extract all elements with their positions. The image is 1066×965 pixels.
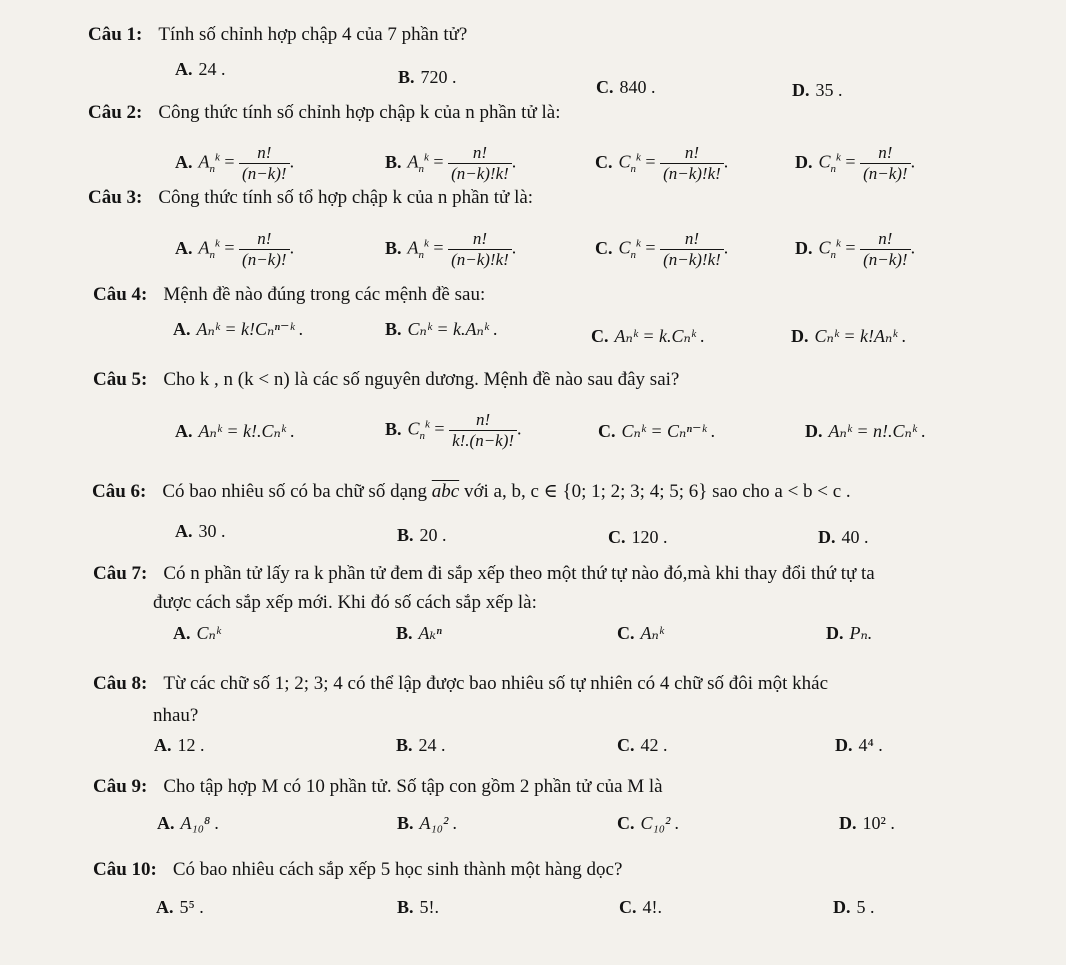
question-label: Câu 10:: [93, 859, 157, 880]
option-c[interactable]: C. $C_n^k$ = $\frac{n!}{(n-k)!k!}$ .: [595, 229, 729, 269]
option-b[interactable]: B. 720 .: [398, 67, 457, 87]
option-b[interactable]: B. $C_n^k$ = $\frac{n!}{k!.(n-k)!}$ .: [385, 410, 522, 450]
question-text-cont: với a, b, c ∈ {0; 1; 2; 3; 4; 5; 6} sao cho a < b < c .: [463, 481, 851, 502]
option-d[interactable]: D. $C_n^k$ = $\frac{n!}{(n-k)!}$ .: [795, 229, 916, 269]
option-b[interactable]: B. A₁₀² .: [397, 813, 458, 833]
question-text: Mệnh đề nào đúng trong các mệnh đề sau:: [163, 284, 486, 305]
question-10: [93, 858, 622, 882]
question-8: [93, 672, 828, 696]
option-d[interactable]: D. 35 .: [792, 80, 843, 100]
option-a[interactable]: A. Cₙᵏ: [173, 623, 221, 643]
option-a[interactable]: A. Aₙᵏ = k!.Cₙᵏ .: [175, 421, 295, 441]
option-c[interactable]: C. 42 .: [617, 735, 668, 755]
fraction: $\frac{n!}{(n-k)!k!}$: [448, 229, 512, 270]
question-label: Câu 4:: [93, 284, 148, 305]
option-c[interactable]: C. C₁₀² .: [617, 813, 680, 833]
option-d[interactable]: D. Cₙᵏ = k!Aₙᵏ .: [791, 326, 907, 346]
question-text: Cho tập hợp M có 10 phần tử. Số tập con gồm 2 phần tử của M là: [163, 776, 663, 797]
option-a[interactable]: A. 30 .: [175, 521, 226, 541]
question-9: [93, 775, 663, 799]
option-c[interactable]: C. 120 .: [608, 527, 668, 547]
option-d[interactable]: D. 40 .: [818, 527, 869, 547]
fraction: $\frac{n!}{(n-k)!k!}$: [448, 143, 512, 184]
question-label: Câu 9:: [93, 776, 148, 797]
option-d[interactable]: D. 4⁴ .: [835, 735, 883, 755]
option-b[interactable]: B. $A_n^k$ = $\frac{n!}{(n-k)!k!}$ .: [385, 229, 517, 269]
question-7-line-2: được cách sắp xếp mới. Khi đó số cách sắp xếp là:: [153, 592, 537, 613]
option-b[interactable]: B. Aₖⁿ: [396, 623, 442, 643]
option-a[interactable]: A. 12 .: [154, 735, 205, 755]
question-text: Cho k , n (k < n) là các số nguyên dương. Mệnh đề nào sau đây sai?: [163, 369, 680, 390]
option-d[interactable]: D. Pₙ.: [826, 623, 873, 643]
option-d[interactable]: D. 10² .: [839, 813, 895, 833]
fraction: $\frac{n!}{(n-k)!k!}$: [660, 229, 724, 270]
question-text: Tính số chỉnh hợp chập 4 của 7 phần tử?: [158, 24, 468, 45]
overline-abc: $\overline{abc}$: [431, 481, 460, 502]
question-label: Câu 3:: [88, 187, 143, 208]
question-5: [93, 368, 679, 392]
question-text: Công thức tính số chỉnh hợp chập k của n phần tử là:: [158, 102, 561, 123]
fraction: $\frac{n!}{(n-k)!k!}$: [660, 143, 724, 184]
question-7: [93, 562, 875, 586]
question-label: Câu 1:: [88, 24, 143, 45]
question-text: Có n phần tử lấy ra k phần tử đem đi sắp xếp theo một thứ tự nào đó,mà khi thay đổi thứ tự ta: [163, 563, 875, 584]
option-d[interactable]: D. $C_n^k$ = $\frac{n!}{(n-k)!}$ .: [795, 143, 916, 183]
question-label: Câu 7:: [93, 563, 148, 584]
question-text: Có bao nhiêu số có ba chữ số dạng: [162, 481, 428, 502]
option-b[interactable]: B. 24 .: [396, 735, 446, 755]
question-text: Từ các chữ số 1; 2; 3; 4 có thể lập được bao nhiêu số tự nhiên có 4 chữ số đôi một khác: [163, 673, 829, 694]
question-label: Câu 5:: [93, 369, 148, 390]
fraction: $\frac{n!}{(n-k)!}$: [860, 229, 911, 270]
option-b[interactable]: B. $A_n^k$ = $\frac{n!}{(n-k)!k!}$ .: [385, 143, 517, 183]
option-a[interactable]: A. $A_n^k$ = $\frac{n!}{(n-k)!}$ .: [175, 143, 295, 183]
option-d[interactable]: D. Aₙᵏ = n!.Cₙᵏ .: [805, 421, 926, 441]
fraction: $\frac{n!}{(n-k)!}$: [860, 143, 911, 184]
question-8-line-2: nhau?: [153, 705, 199, 726]
question-text: Có bao nhiêu cách sắp xếp 5 học sinh thành một hàng dọc?: [172, 859, 623, 880]
question-label: Câu 6:: [92, 481, 147, 502]
question-6: [92, 480, 851, 504]
option-b[interactable]: B. 20 .: [397, 525, 447, 545]
option-c[interactable]: C. Aₙᵏ = k.Cₙᵏ .: [591, 326, 705, 346]
option-b[interactable]: B. 5!.: [397, 897, 440, 917]
option-c[interactable]: C. 4!.: [619, 897, 662, 917]
option-a[interactable]: A. $A_n^k$ = $\frac{n!}{(n-k)!}$ .: [175, 229, 295, 269]
question-3: [88, 186, 533, 210]
option-c[interactable]: C. 840 .: [596, 77, 656, 97]
option-d[interactable]: D. 5 .: [833, 897, 875, 917]
fraction: $\frac{n!}{(n-k)!}$: [239, 143, 290, 184]
option-c[interactable]: C. $C_n^k$ = $\frac{n!}{(n-k)!k!}$ .: [595, 143, 729, 183]
fraction: $\frac{n!}{(n-k)!}$: [239, 229, 290, 270]
question-4: [93, 283, 485, 307]
question-text: Công thức tính số tổ hợp chập k của n phần tử là:: [158, 187, 534, 208]
option-a[interactable]: A. Aₙᵏ = k!Cₙⁿ⁻ᵏ .: [173, 319, 304, 339]
option-a[interactable]: A. 24 .: [175, 59, 226, 79]
option-a[interactable]: A. A₁₀⁸ .: [157, 813, 220, 833]
question-2: [88, 101, 561, 125]
fraction: $\frac{n!}{k!.(n-k)!}$: [449, 410, 517, 451]
question-1: [88, 23, 467, 47]
option-b[interactable]: B. Cₙᵏ = k.Aₙᵏ .: [385, 319, 498, 339]
question-label: Câu 2:: [88, 102, 143, 123]
option-a[interactable]: A. 5⁵ .: [156, 897, 204, 917]
option-c[interactable]: C. Aₙᵏ: [617, 623, 664, 643]
question-label: Câu 8:: [93, 673, 148, 694]
option-c[interactable]: C. Cₙᵏ = Cₙⁿ⁻ᵏ .: [598, 421, 716, 441]
